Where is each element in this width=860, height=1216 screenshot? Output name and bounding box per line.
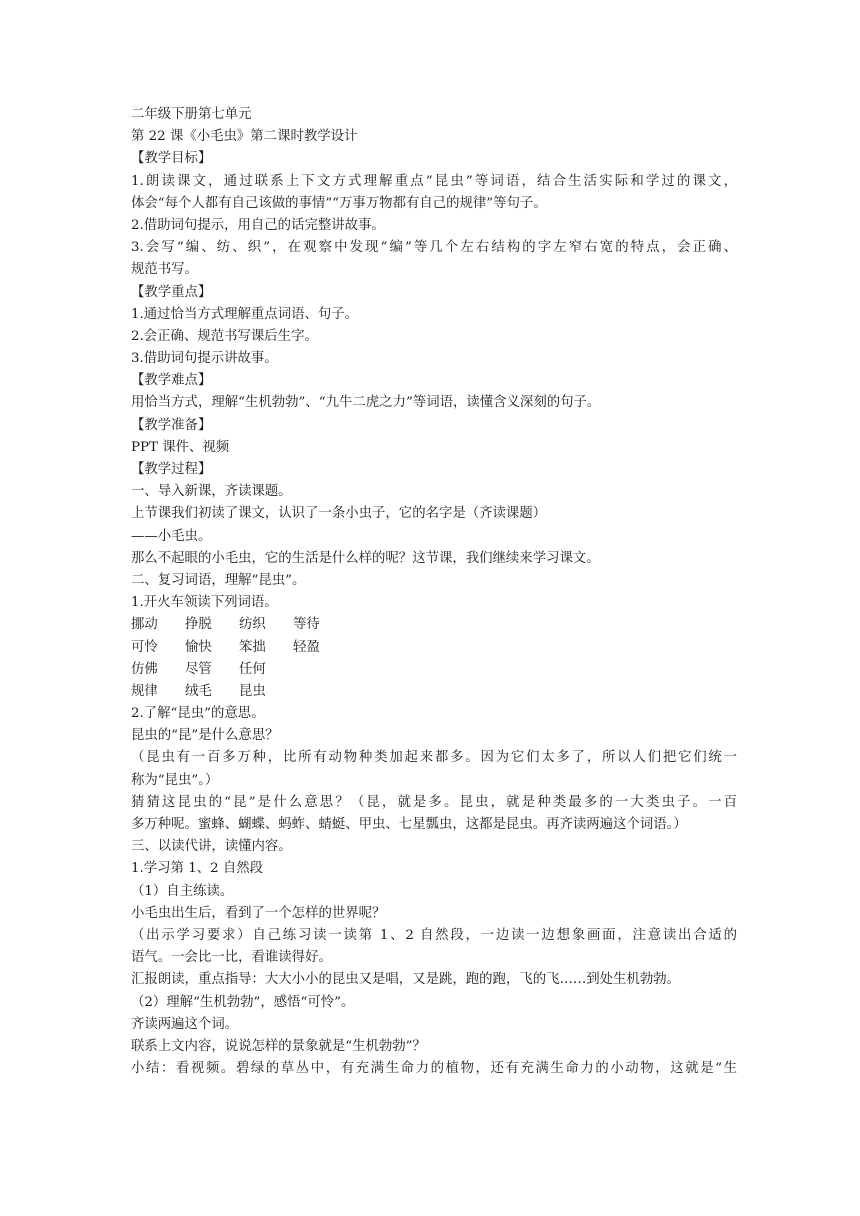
word: 挪动 [131, 617, 158, 633]
section-2-question-2-line-2: 多万种呢。蜜蜂、蝴蝶、蚂蚱、蜻蜓、甲虫、七星瓢虫，这都是昆虫。再齐读两遍这个词语。） [131, 817, 687, 832]
document-page [131, 104, 737, 1080]
preparation-item: PPT 课件、视频 [131, 439, 230, 455]
section-3-line-3: 汇报朗读，重点指导：大大小小的昆虫又是唱，又是跳，跑的跑，飞的飞……到处生机勃勃。 [131, 972, 681, 988]
word: 纺织 [239, 617, 266, 633]
key-point-1: 1.通过恰当方式理解重点词语、句子。 [131, 306, 359, 322]
word: 绒毛 [185, 683, 212, 699]
word: 愉快 [185, 639, 212, 655]
section-3-line-5: 联系上文内容，说说怎样的景象就是“生机勃勃”？ [131, 1038, 426, 1054]
key-point-3: 3.借助词句提示讲故事。 [131, 351, 278, 367]
section-2-title: 二、复习词语，理解“昆虫”。 [131, 572, 306, 588]
section-3-sub-2: （2）理解“生机勃勃”，感悟“可怜”。 [131, 994, 355, 1010]
section-2-answer-1-line-1: （昆虫有一百多万种，比所有动物种类加起来都多。因为它们太多了，所以人们把它们统一 [131, 750, 737, 766]
word: 笨拙 [239, 639, 266, 655]
key-point-2: 2.会正确、规范书写课后生字。 [131, 328, 318, 344]
word: 规律 [131, 683, 158, 699]
section-2-question-1: 昆虫的“昆”是什么意思？ [131, 728, 279, 744]
word-row [131, 637, 737, 659]
section-3-item-1: 1.学习第 1、2 自然段 [131, 861, 264, 877]
section-2-question-2-line-1: 猜猜这昆虫的“昆”是什么意思？（昆，就是多。昆虫，就是种类最多的一大类虫子。一百 [131, 794, 737, 810]
goal-3-line-1: 3.会写“编、纺、织”，在观察中发现“编”等几个左右结构的字左窄右宽的特点，会正确、 [131, 240, 737, 256]
section-3-line-6: 小结：看视频。碧绿的草丛中，有充满生命力的植物，还有充满生命力的小动物，这就是“生 [131, 1061, 737, 1077]
section-1-line-3: 那么不起眼的小毛虫，它的生活是什么样的呢？这节课，我们继续来学习课文。 [131, 550, 600, 566]
word: 任何 [239, 661, 266, 677]
word-row [131, 614, 737, 636]
section-1-title: 一、导入新课，齐读课题。 [131, 484, 292, 500]
unit-label: 二年级下册第七单元 [131, 107, 252, 122]
difficulties-heading: 【教学难点】 [131, 373, 212, 389]
word: 仿佛 [131, 661, 158, 677]
section-3-line-1: 小毛虫出生后，看到了一个怎样的世界呢？ [131, 905, 386, 921]
section-3-line-4: 齐读两遍这个词。 [131, 1016, 239, 1032]
section-2-item-1: 1.开火车领读下列词语。 [131, 595, 278, 611]
section-2-item-2: 2.了解“昆虫”的意思。 [131, 706, 265, 722]
section-1-line-1: 上节课我们初读了课文，认识了一条小虫子，它的名字是（齐读课题） [131, 506, 547, 522]
goal-2: 2.借助词句提示，用自己的话完整讲故事。 [131, 217, 385, 233]
goals-heading: 【教学目标】 [131, 151, 212, 167]
preparation-heading: 【教学准备】 [131, 417, 212, 433]
section-3-title: 三、以读代讲，读懂内容。 [131, 839, 292, 855]
word-row [131, 659, 737, 681]
word: 等待 [293, 617, 320, 633]
section-3-sub-1: （1）自主练读。 [131, 883, 234, 899]
word: 昆虫 [239, 683, 266, 699]
word-row [131, 681, 737, 703]
goal-3-line-2: 规范书写。 [131, 262, 198, 278]
section-2-answer-1-line-2: 称为“昆虫”。） [131, 772, 219, 788]
word: 可怜 [131, 639, 158, 655]
lesson-title: 第 22 课《小毛虫》第二课时教学设计 [131, 129, 358, 145]
section-3-line-2a: （出示学习要求）自己练习读一读第 1、2 自然段，一边读一边想象画面，注意读出合适的 [131, 927, 737, 943]
goal-1-line-1: 1.朗读课文，通过联系上下文方式理解重点“昆虫”等词语，结合生活实际和学过的课文， [131, 173, 737, 189]
word: 轻盈 [293, 639, 320, 655]
section-1-line-2: ——小毛虫。 [131, 528, 212, 544]
goal-1-line-2: 体会“每个人都有自己该做的事情”“万事万物都有自己的规律”等句子。 [131, 195, 547, 211]
word: 尽管 [185, 661, 212, 677]
difficulty-1: 用恰当方式，理解“生机勃勃”、“九牛二虎之力”等词语，读懂含义深刻的句子。 [131, 395, 601, 411]
key-points-heading: 【教学重点】 [131, 284, 212, 300]
process-heading: 【教学过程】 [131, 462, 212, 477]
word: 挣脱 [185, 617, 212, 633]
section-3-line-2b: 语气。一会比一比，看谁读得好。 [131, 950, 332, 966]
